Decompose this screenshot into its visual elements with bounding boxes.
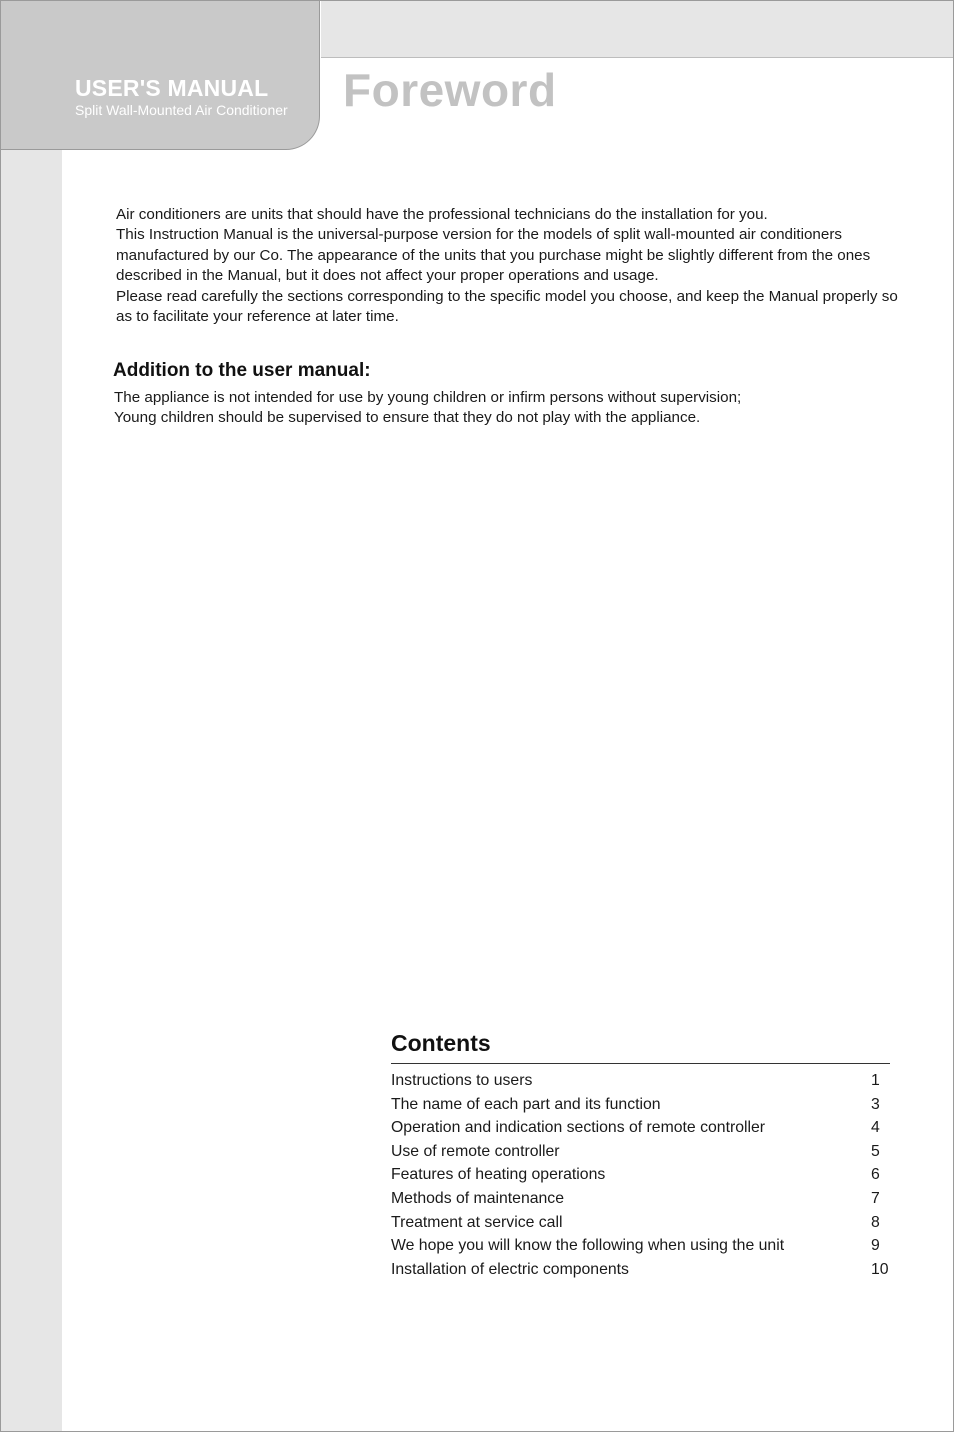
toc-entry[interactable] [391,1069,891,1093]
toc-entry-title: The name of each part and its function [391,1095,661,1113]
addition-line: The appliance is not intended for use by young children or infirm persons without supervision; [114,389,742,406]
toc-entry[interactable] [391,1187,891,1211]
toc-entry[interactable] [391,1234,891,1258]
toc-entry-title: We hope you will know the following when using the unit [391,1237,785,1255]
toc-entry[interactable] [391,1163,891,1187]
toc-entry-page: 6 [871,1166,880,1184]
toc-entry-title: Features of heating operations [391,1166,606,1184]
toc-entry-page: 1 [871,1072,880,1089]
toc-entry[interactable] [391,1258,891,1282]
foreword-paragraph: This Instruction Manual is the universal-purpose version for the models of split wall-mounted air conditioners manufactured by our Co. The appearance of the units that you purchase might be slightly different from the ones described in the Manual, but it does not affect your proper operations and usage. [116,226,871,285]
manual-title-tab [1,1,320,150]
manual-title: USER'S MANUAL [75,75,269,101]
foreword-paragraph: Air conditioners are units that should have the professional technicians do the installation for you. [116,206,768,223]
toc-entry[interactable] [391,1093,891,1117]
toc-entry-title: Treatment at service call [391,1213,563,1231]
toc-entry[interactable] [391,1211,891,1235]
toc-entry-page: 7 [871,1189,880,1207]
toc-entry-title: Operation and indication sections of remote controller [391,1119,766,1137]
toc-entry-page: 4 [871,1119,880,1137]
toc-entry-title: Instructions to users [391,1072,533,1089]
toc-entry-page: 3 [871,1095,880,1113]
foreword-text [116,205,906,327]
contents-divider [391,1063,890,1064]
header-band [321,1,954,58]
toc-entry-page: 9 [871,1237,880,1255]
toc-entry-title: Use of remote controller [391,1142,560,1160]
manual-subtitle: Split Wall-Mounted Air Conditioner [75,102,288,118]
left-margin-strip [1,1,62,1432]
addition-text [114,388,914,429]
contents-heading: Contents [391,1030,491,1056]
toc-entry[interactable] [391,1140,891,1164]
addition-line: Young children should be supervised to ensure that they do not play with the appliance. [114,409,701,427]
page-title: Foreword [343,64,557,116]
toc-entry[interactable] [391,1116,891,1140]
toc-entry-title: Methods of maintenance [391,1189,564,1207]
toc-entry-page: 10 [871,1260,889,1278]
toc-entry-page: 8 [871,1213,880,1231]
foreword-paragraph: Please read carefully the sections corresponding to the specific model you choose, and keep the Manual properly so as to facilitate your reference at later time. [116,287,898,326]
table-of-contents [391,1069,891,1281]
toc-entry-page: 5 [871,1142,880,1160]
addition-heading: Addition to the user manual: [113,360,371,381]
toc-entry-title: Installation of electric components [391,1260,629,1278]
